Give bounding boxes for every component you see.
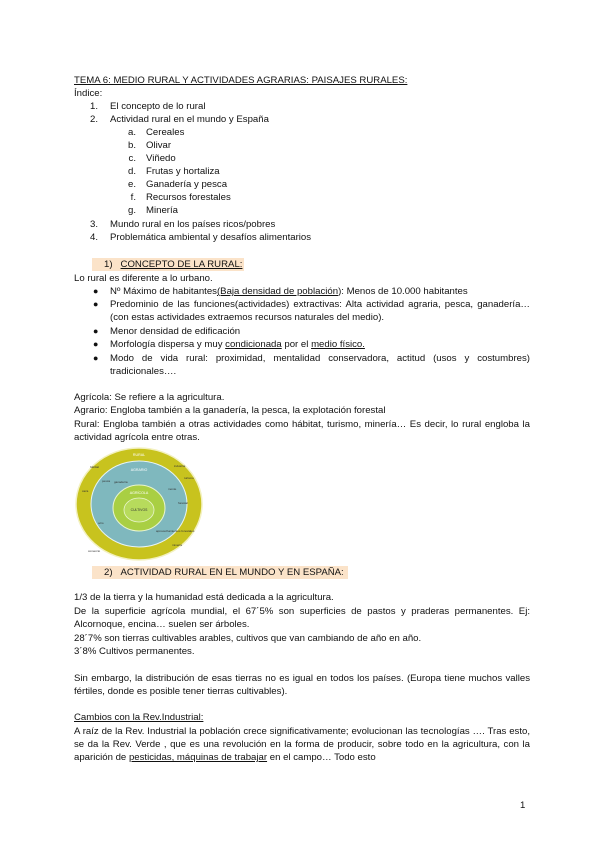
subindex-item: Frutas y hortaliza (146, 166, 220, 177)
paragraph: 3´8% Cultivos permanentes. (74, 646, 195, 657)
rural-label: RURAL (132, 453, 146, 457)
diagram-label: turismo (184, 476, 194, 480)
diagram-label: ocio (98, 521, 104, 525)
subindex-letter: e. (127, 179, 136, 190)
heading-number: 2) (104, 567, 113, 578)
heading-number: 1) (104, 259, 113, 270)
index-item: Problemática ambiental y desafíos alimentarios (110, 232, 312, 243)
subindex-letter: c. (128, 153, 136, 164)
diagram-label: forestal (178, 501, 188, 505)
agrario-label: AGRARIO (130, 468, 148, 472)
diagram-label: comercio (88, 549, 101, 553)
bullet-item: Menor densidad de edificación (110, 326, 241, 337)
subindex-letter: g. (127, 205, 136, 216)
agricola-label: AGRÍCOLA (129, 491, 149, 495)
subindex-letter: d. (127, 166, 136, 177)
subindex-item: Cereales (146, 127, 185, 138)
diagram-label: monte (168, 487, 177, 491)
diagram-label: ganadería (114, 480, 128, 484)
paragraph: 1/3 de la tierra y la humanidad está dedicada a la agricultura. (74, 592, 334, 603)
bullet-item: Predominio de las funciones(actividades) extractivas: Alta actividad agraria, pesca, ganadería…(con estas actividades extraemos recursos naturales del medio). (110, 299, 530, 323)
concentric-diagram (74, 446, 204, 562)
diagram-label: caza (82, 489, 89, 493)
diagram-label: aprovechamientos forestales (156, 529, 195, 533)
subindex-item: Olivar (146, 140, 172, 151)
section-heading-1 (92, 258, 244, 271)
diagram-label: hábitat (90, 465, 100, 469)
subindex-letter: f. (130, 192, 136, 203)
cambios-heading: Cambios con la Rev.Industrial: (74, 712, 204, 723)
bullet-icon: ● (93, 286, 99, 296)
subindex-item: Ganadería y pesca (146, 179, 228, 190)
index-item: El concepto de lo rural (110, 101, 206, 112)
diagram-label: pesca (102, 479, 111, 483)
diagram-label: minería (172, 543, 183, 547)
heading-text: ACTIVIDAD RURAL EN EL MUNDO Y EN ESPAÑA: (120, 567, 344, 578)
bullet-icon: ● (93, 353, 99, 363)
index-number: 2. (89, 114, 98, 125)
index-item: Mundo rural en los países ricos/pobres (110, 219, 276, 230)
index-number: 4. (89, 232, 98, 243)
index-label: Índice: (74, 88, 103, 99)
page-number: 1 (520, 800, 526, 811)
paragraph: De la superficie agrícola mundial, el 67´5% son superficies de pastos y praderas permanentes. Ej: Alcornoque, encina… suelen ser árboles. (74, 606, 530, 630)
bullet-item: Modo de vida rural: proximidad, mentalidad conservadora, actitud (usos y costumbres) tradicionales…. (110, 353, 530, 377)
index-item: Actividad rural en el mundo y España (110, 114, 269, 125)
definition-rural: Rural: Engloba también a otras actividades como hábitat, turismo, minería… Es decir, lo rural engloba la actividad agrícola entre otras. (74, 419, 530, 443)
bullet-item: Morfología dispersa y muy condicionada por el medio físico. (110, 339, 365, 350)
diagram-label: industria (174, 464, 186, 468)
subindex-letter: b. (127, 140, 136, 151)
bullet-icon: ● (93, 326, 99, 336)
bullet-icon: ● (93, 339, 99, 349)
paragraph: 28´7% son tierras cultivables arables, cultivos que van cambiando de año en año. (74, 633, 422, 644)
page-title: TEMA 6: MEDIO RURAL Y ACTIVIDADES AGRARIAS: PAISAJES RURALES: (74, 75, 408, 86)
bullet-item: Nº Máximo de habitantes(Baja densidad de población): Menos de 10.000 habitantes (110, 286, 468, 297)
subindex-item: Minería (146, 205, 178, 216)
definition-agricola: Agrícola: Se refiere a la agricultura. (74, 392, 225, 403)
paragraph: A raíz de la Rev. Industrial la población crece significativamente; evolucionan las tecnologías …. Tras esto, se da la Rev. Verde , que es una revolución en la forma de producir, sobre todo en la agricultura, con la aparición de pesticidas, máquinas de trabajar en el campo… Todo esto (74, 726, 530, 763)
subindex-item: Recursos forestales (146, 192, 231, 203)
section1-intro: Lo rural es diferente a lo urbano. (74, 273, 213, 284)
index-number: 3. (89, 219, 98, 230)
heading-text: CONCEPTO DE LA RURAL: (120, 259, 243, 270)
section-heading-2 (92, 566, 348, 579)
definition-agrario: Agrario: Engloba también a la ganadería, la pesca, la explotación forestal (74, 405, 386, 416)
paragraph: Sin embargo, la distribución de esas tierras no es igual en todos los países. (Europa tiene muchos valles fértiles, donde es posible tener tierras cultivables). (74, 673, 530, 697)
subindex-item: Viñedo (146, 153, 176, 164)
bullet-icon: ● (93, 299, 99, 309)
index-number: 1. (89, 101, 98, 112)
subindex-letter: a. (127, 127, 136, 138)
cultivos-label: CULTIVOS (130, 508, 148, 512)
